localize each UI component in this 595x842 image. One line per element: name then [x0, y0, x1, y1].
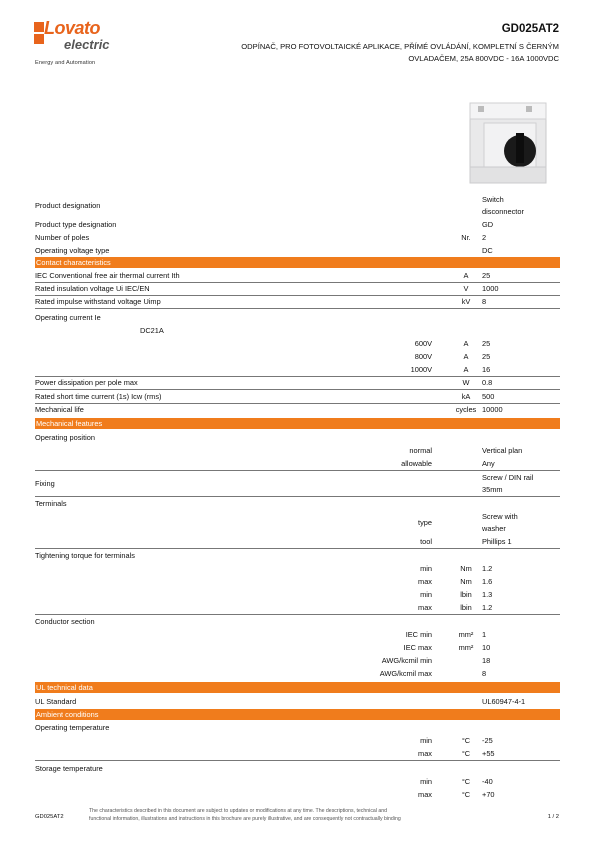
section-title: UL technical data: [36, 683, 93, 692]
label: DC21A: [140, 326, 164, 335]
value: GD: [482, 220, 494, 229]
section-title: Contact characteristics: [36, 258, 111, 267]
label: Storage temperature: [35, 764, 103, 773]
divider: [35, 295, 560, 296]
label: Rated short time current (1s) Icw (rms): [35, 392, 162, 401]
logo-mark-top: [34, 22, 44, 32]
value: Phillips 1: [482, 537, 512, 546]
divider: [35, 389, 560, 390]
value: 500: [482, 392, 495, 401]
value: 16: [482, 365, 491, 374]
value: 35mm: [482, 485, 503, 494]
unit: A: [463, 339, 469, 348]
divider: [35, 496, 560, 497]
value: -40: [482, 777, 493, 786]
sub-label: 800V: [414, 352, 432, 361]
value-disconnector: disconnector: [482, 207, 524, 216]
value: 2: [482, 233, 487, 242]
logo-mark-bottom: [34, 34, 44, 44]
product-image: [454, 93, 560, 189]
label: Mechanical life: [35, 405, 84, 414]
unit: mm²: [458, 630, 474, 639]
label: UL Standard: [35, 697, 77, 706]
product-description: [129, 41, 559, 65]
label: Number of poles: [35, 233, 90, 242]
description-line-1: ODPÍNAČ, PRO FOTOVOLTAICKÉ APLIKACE, PŘÍMÉ OVLÁDÁNÍ, KOMPLETNÍ S ČERNÝM: [241, 42, 559, 51]
divider: [35, 403, 560, 404]
brand-tagline: Energy and Automation: [35, 60, 96, 66]
sub-label: IEC min: [405, 630, 432, 639]
description-line-2: OVLADAČEM, 25A 800VDC - 16A 1000VDC: [408, 54, 559, 63]
unit: °C: [461, 749, 471, 758]
label-product-designation: Product designation: [35, 201, 101, 210]
section-title: Ambient conditions: [36, 710, 99, 719]
value: +70: [482, 790, 495, 799]
value: 10: [482, 643, 491, 652]
unit: A: [463, 271, 469, 280]
sub-label: max: [418, 577, 432, 586]
section-title: Mechanical features: [36, 419, 103, 428]
label: Terminals: [35, 499, 67, 508]
section-ambient: [35, 709, 560, 720]
sub-label: min: [420, 590, 432, 599]
value: 0.8: [482, 378, 493, 387]
value: 25: [482, 352, 491, 361]
label: Operating position: [35, 433, 95, 442]
divider: [35, 282, 560, 283]
footer-code: GD025AT2: [35, 814, 64, 820]
label: Power dissipation per pole max: [35, 378, 138, 387]
value: DC: [482, 246, 493, 255]
product-code: GD025AT2: [501, 23, 559, 35]
sub-label: min: [420, 777, 432, 786]
disclaimer-line-1: The characteristics described in this document are subject to updates or modifications at any time. The descriptions, technical and: [89, 808, 388, 814]
unit: V: [463, 284, 469, 293]
sub-label: AWG/kcmil max: [379, 669, 432, 678]
value: Any: [482, 459, 495, 468]
value: Vertical plan: [482, 446, 523, 455]
unit: W: [462, 378, 470, 387]
divider: [35, 760, 560, 761]
brand-name: Lovato: [44, 18, 101, 38]
label: IEC Conventional free air thermal current Ith: [35, 271, 180, 280]
sub-label: 600V: [414, 339, 432, 348]
value: 1: [482, 630, 487, 639]
section-ul: [35, 682, 560, 693]
label: Rated insulation voltage Ui IEC/EN: [35, 284, 150, 293]
value: Screw with: [482, 512, 518, 521]
sub-label: IEC max: [403, 643, 432, 652]
unit: Nm: [460, 564, 472, 573]
section-mechanical: [35, 418, 560, 429]
unit: cycles: [455, 405, 477, 414]
sub-label: max: [418, 790, 432, 799]
divider: [35, 376, 560, 377]
unit: Nm: [460, 577, 472, 586]
label: Conductor section: [35, 617, 95, 626]
value: 1.6: [482, 577, 493, 586]
unit: A: [463, 365, 469, 374]
sub-label: AWG/kcmil min: [381, 656, 432, 665]
unit: Nr.: [461, 233, 471, 242]
value: -25: [482, 736, 493, 745]
disclaimer-line-2: functional information, illustrations and instructions in this brochure are purely illustrative, and are consequently not contractually binding: [89, 815, 401, 822]
footer-page-number: 1 / 2: [547, 814, 559, 820]
value: 8: [482, 669, 487, 678]
value: +55: [482, 749, 495, 758]
unit: kV: [461, 297, 471, 306]
sub-label: normal: [409, 446, 432, 455]
label: Operating voltage type: [35, 246, 110, 255]
value: 1.2: [482, 564, 493, 573]
value: 18: [482, 656, 491, 665]
unit: kA: [461, 392, 471, 401]
label: Rated impulse withstand voltage Uimp: [35, 297, 161, 306]
value: 1.3: [482, 590, 493, 599]
value: 1000: [482, 284, 499, 293]
unit: A: [463, 352, 469, 361]
sub-label: 1000V: [410, 365, 432, 374]
sub-label: allowable: [401, 459, 432, 468]
brand-sub: electric: [64, 37, 110, 52]
divider: [35, 308, 560, 309]
label: Operating current Ie: [35, 313, 101, 322]
label: Tightening torque for terminals: [35, 551, 135, 560]
sub-label: min: [420, 736, 432, 745]
unit: lbin: [460, 590, 472, 599]
unit: °C: [461, 777, 471, 786]
divider: [35, 548, 560, 549]
label: Product type designation: [35, 220, 117, 229]
sub-label: max: [418, 749, 432, 758]
value: 10000: [482, 405, 503, 414]
unit: °C: [461, 736, 471, 745]
value: 25: [482, 271, 491, 280]
sub-label: type: [418, 518, 432, 527]
value: washer: [482, 524, 506, 533]
unit: lbin: [460, 603, 472, 612]
sub-label: max: [418, 603, 432, 612]
sub-label: tool: [420, 537, 432, 546]
value: 25: [482, 339, 491, 348]
section-contact: [35, 257, 560, 268]
sub-label: min: [420, 564, 432, 573]
value: 1.2: [482, 603, 493, 612]
unit: mm²: [458, 643, 474, 652]
value: UL60947-4-1: [482, 697, 526, 706]
label: Fixing: [35, 479, 55, 488]
label: Operating temperature: [35, 723, 110, 732]
value-switch: Switch: [482, 195, 504, 204]
divider: [35, 614, 560, 615]
unit: °C: [461, 790, 471, 799]
divider: [35, 470, 560, 471]
value: Screw / DIN rail: [482, 473, 534, 482]
value: 8: [482, 297, 487, 306]
footer-disclaimer: [89, 808, 509, 823]
